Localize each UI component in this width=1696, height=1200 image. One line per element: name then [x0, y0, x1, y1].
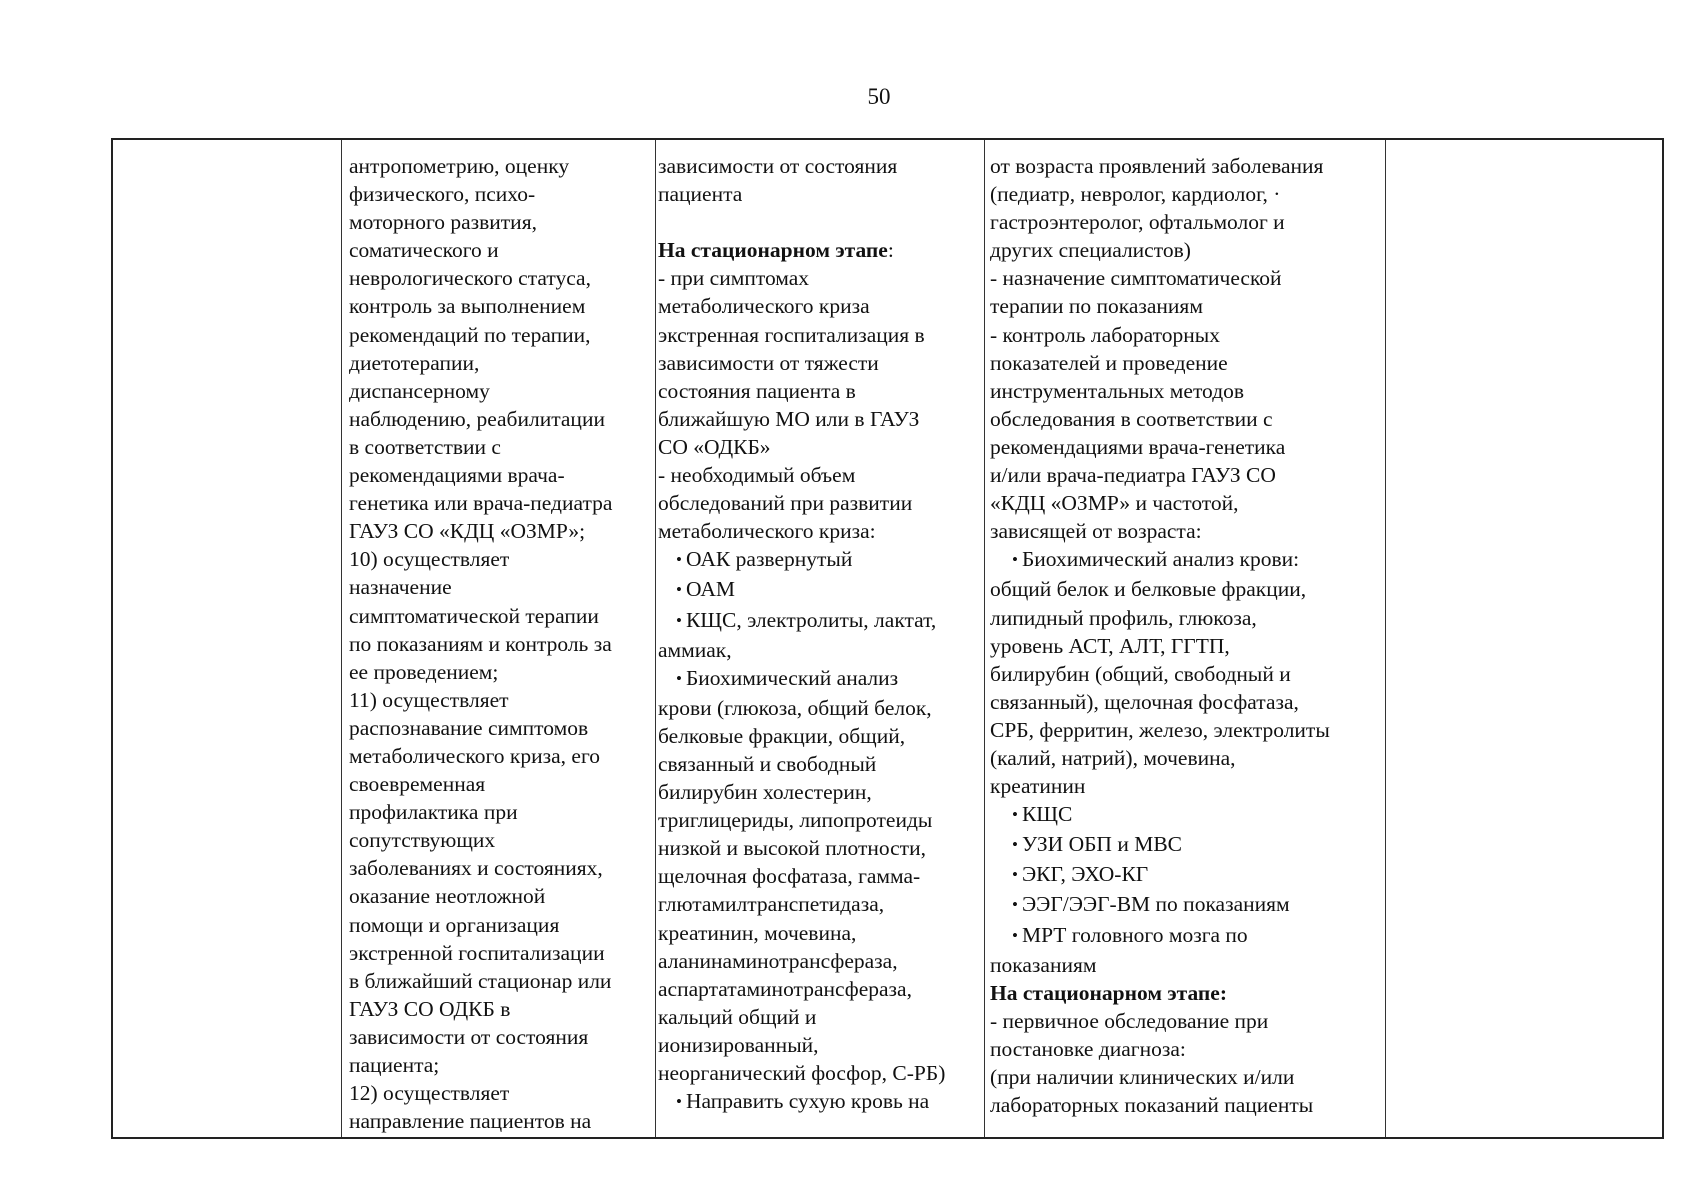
document-table	[111, 138, 1664, 1139]
text-line: наблюдению, реабилитации	[349, 406, 605, 431]
text-line: и/или врача-педиатра ГАУЗ СО	[990, 463, 1276, 488]
text-line: рекомендациями врача-	[349, 463, 565, 488]
text-line: рекомендаций по терапии,	[349, 322, 591, 347]
table-column-4	[985, 140, 1386, 1137]
text-line: уровень АСТ, АЛТ, ГГТП,	[990, 633, 1230, 658]
text-line: оказание неотложной	[349, 884, 546, 909]
text-line: СРБ, ферритин, железо, электролиты	[990, 717, 1330, 742]
text-line: инструментальных методов	[990, 378, 1245, 403]
text-line: терапии по показаниям	[990, 294, 1203, 319]
bullet-item: • Биохимический анализ	[658, 664, 984, 694]
text-line: зависимости от тяжести	[658, 350, 879, 375]
text-line: белковые фракции, общий,	[658, 723, 906, 748]
text-line: распознавание симптомов	[349, 715, 589, 740]
text-line: - при симптомах	[658, 266, 810, 291]
bullet-item: • Биохимический анализ крови:	[990, 545, 1385, 575]
bullet-item: • МРТ головного мозга по	[990, 921, 1385, 951]
text-line: в ближайший стационар или	[349, 968, 612, 993]
text-line: билирубин (общий, свободный и	[990, 661, 1291, 686]
text-line	[658, 208, 984, 236]
text-line: своевременная	[349, 772, 486, 797]
bullet-item: • УЗИ ОБП и МВС	[990, 830, 1385, 860]
text-line: от возраста проявлений заболевания	[990, 154, 1324, 178]
text-line: лабораторных показаний пациенты	[990, 1093, 1314, 1118]
text-line: метаболического криза, его	[349, 743, 600, 768]
text-line: щелочная фосфатаза, гамма-	[658, 864, 921, 889]
bullet-item: • КЩС, электролиты, лактат,	[658, 606, 984, 636]
text-line: назначение	[349, 575, 452, 600]
text-line: по показаниям и контроль за	[349, 631, 612, 656]
text-line: 11) осуществляет	[349, 687, 509, 712]
text-line: аммиак,	[658, 637, 732, 662]
page-number: 50	[867, 84, 891, 109]
text-line: показаниям	[990, 952, 1097, 977]
text-line: ее проведением;	[349, 659, 499, 684]
table-column-5	[1386, 140, 1662, 1137]
text-line: зависимости от состояния	[658, 154, 898, 178]
text-line: пациента;	[349, 1053, 440, 1077]
text-line: метаболического криза:	[658, 519, 876, 544]
text-line: - назначение симптоматической	[990, 266, 1282, 291]
text-line: (при наличии клинических и/или	[990, 1065, 1295, 1089]
bullet-item: • ЭЭГ/ЭЭГ-ВМ по показаниям	[990, 890, 1385, 920]
text-line: зависимости от состояния	[349, 1024, 589, 1049]
text-line: связанный и свободный	[658, 751, 877, 776]
text-line: показателей и проведение	[990, 350, 1228, 375]
text-line: гастроэнтеролог, офтальмолог и	[990, 210, 1285, 235]
text-line: обследования в соответствии с	[990, 406, 1273, 431]
text-line: - необходимый объем	[658, 463, 856, 488]
text-line: направление пациентов на	[349, 1109, 592, 1134]
text-line: моторного развития,	[349, 210, 537, 235]
text-line: обследований при развитии	[658, 491, 913, 516]
text-line: триглицериды, липопротеиды	[658, 808, 933, 833]
text-line: ГАУЗ СО «КДЦ «ОЗМР»;	[349, 519, 586, 544]
text-line: 12) осуществляет	[349, 1081, 510, 1106]
text-line: кальций общий и	[658, 1004, 817, 1029]
text-line: рекомендациями врача-генетика	[990, 434, 1286, 459]
text-line: билирубин холестерин,	[658, 780, 872, 805]
text-line: аспартатаминотрансфераза,	[658, 976, 912, 1001]
text-line: - первичное обследование при	[990, 1008, 1269, 1033]
text-line: ГАУЗ СО ОДКБ в	[349, 996, 511, 1021]
text-line: СО «ОДКБ»	[658, 434, 771, 459]
text-line: метаболического криза	[658, 294, 870, 319]
text-line: неорганический фосфор, С-РБ)	[658, 1061, 946, 1085]
text-line: в соответствии с	[349, 434, 501, 459]
text-line: креатинин, мочевина,	[658, 920, 857, 945]
bullet-item: • КЩС	[990, 800, 1385, 830]
table-column-3	[656, 140, 985, 1137]
text-line: помощи и организация	[349, 912, 560, 937]
text-line: (калий, натрий), мочевина,	[990, 745, 1236, 770]
text-line: ионизированный,	[658, 1032, 819, 1057]
text-line: общий белок и белковые фракции,	[990, 577, 1307, 602]
bullet-item: • ОАМ	[658, 575, 984, 605]
text-line: низкой и высокой плотности,	[658, 836, 926, 861]
text-line: постановке диагноза:	[990, 1036, 1186, 1061]
text-line: пациента	[658, 182, 743, 207]
text-line: глютамилтранспетидаза,	[658, 892, 885, 917]
text-line: других специалистов)	[990, 238, 1191, 263]
table-column-1	[113, 140, 342, 1137]
text-line: профилактика при	[349, 800, 518, 825]
text-line: экстренная госпитализация в	[658, 322, 925, 347]
text-line: крови (глюкоза, общий белок,	[658, 695, 932, 720]
text-line: физического, психо-	[349, 182, 536, 207]
text-line: ближайшую МО или в ГАУЗ	[658, 406, 920, 431]
bullet-item: • ЭКГ, ЭХО-КГ	[990, 860, 1385, 890]
text-line: симптоматической терапии	[349, 603, 599, 628]
text-line: состояния пациента в	[658, 378, 856, 403]
bullet-item: • ОАК развернутый	[658, 545, 984, 575]
text-line: генетика или врача-педиатра	[349, 491, 613, 516]
text-line: диетотерапии,	[349, 350, 480, 375]
bullet-item: • Направить сухую кровь на	[658, 1087, 984, 1117]
text-line: неврологического статуса,	[349, 266, 591, 291]
text-line: - контроль лабораторных	[990, 322, 1220, 347]
text-line: 10) осуществляет	[349, 547, 510, 572]
section-heading: На стационарном этапе:	[990, 980, 1228, 1005]
text-line: «КДЦ «ОЗМР» и частотой,	[990, 491, 1239, 516]
section-heading: На стационарном этапе:	[658, 238, 894, 263]
text-line: антропометрию, оценку	[349, 154, 570, 178]
text-line: связанный), щелочная фосфатаза,	[990, 689, 1299, 714]
text-line: экстренной госпитализации	[349, 940, 605, 965]
text-line: сопутствующих	[349, 828, 496, 853]
text-line: (педиатр, невролог, кардиолог, ·	[990, 182, 1281, 207]
text-line: контроль за выполнением	[349, 294, 586, 319]
table-column-2	[342, 140, 656, 1137]
text-line: липидный профиль, глюкоза,	[990, 605, 1257, 630]
text-line: соматического и	[349, 238, 499, 263]
text-line: зависящей от возраста:	[990, 519, 1202, 544]
text-line: креатинин	[990, 774, 1086, 799]
text-line: аланинаминотрансфераза,	[658, 948, 898, 973]
text-line: заболеваниях и состояниях,	[349, 856, 603, 881]
text-line: диспансерному	[349, 378, 490, 403]
